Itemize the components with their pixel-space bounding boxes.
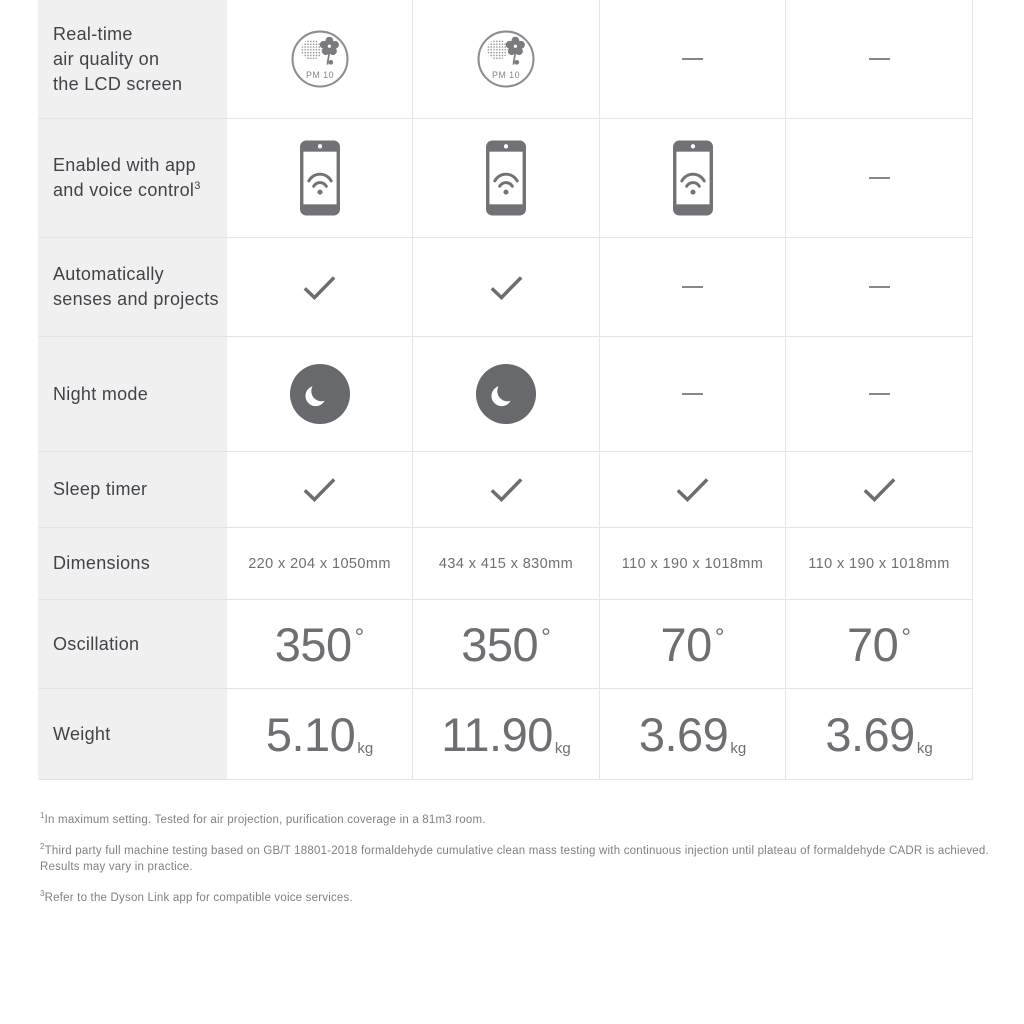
sleep-timer-product-2 — [413, 452, 600, 528]
weight-number: 3.69 — [638, 707, 729, 761]
oscillation-number: 350 — [461, 617, 539, 671]
real-time-air-quality-product-3 — [600, 0, 786, 119]
footnote-1 — [40, 810, 990, 829]
night-mode-product-2 — [413, 337, 600, 452]
dimensions-value: 434 x 415 x 830mm — [438, 555, 574, 572]
oscillation-product-1 — [227, 600, 413, 689]
real-time-air-quality-product-4 — [786, 0, 973, 119]
oscillation-value — [275, 617, 365, 672]
weight-value — [825, 707, 932, 762]
night-mode-product-4 — [786, 337, 973, 452]
app-voice-control-product-3 — [600, 119, 786, 238]
oscillation-unit: ° — [354, 623, 365, 651]
not-available-dash-icon — [869, 393, 890, 395]
not-available-dash-icon — [869, 58, 890, 60]
night-mode-product-3 — [600, 337, 786, 452]
app-voice-control-product-4 — [786, 119, 973, 238]
oscillation-product-2 — [413, 600, 600, 689]
smartphone-wifi-app-icon — [484, 139, 528, 217]
footnote-1-text: In maximum setting. Tested for air projection, purification coverage in a 81m3 room. — [44, 813, 486, 826]
checkmark-icon — [863, 477, 896, 502]
comparison-table — [38, 0, 973, 780]
weight-value — [639, 707, 746, 762]
dimensions-product-3 — [600, 528, 786, 600]
oscillation-product-4 — [786, 600, 973, 689]
oscillation-value — [661, 617, 725, 672]
real-time-air-quality-product-2 — [413, 0, 600, 119]
footnote-3-marker: 3 — [40, 888, 45, 898]
row-label-line: Night mode — [53, 383, 149, 404]
row-label-line: Weight — [53, 723, 111, 744]
sleep-timer-product-1 — [227, 452, 413, 528]
row-label-line: senses and projects — [53, 289, 219, 309]
footnote-2 — [40, 841, 990, 876]
not-available-dash-icon — [869, 286, 890, 288]
not-available-dash-icon — [682, 393, 703, 395]
weight-product-2 — [413, 689, 600, 780]
weight-unit: kg — [357, 739, 374, 757]
weight-unit: kg — [554, 739, 571, 757]
dimensions-product-4 — [786, 528, 973, 600]
checkmark-icon — [490, 477, 523, 502]
weight-number: 3.69 — [825, 707, 915, 761]
smartphone-wifi-app-icon — [298, 139, 342, 217]
row-label-line: the LCD screen — [53, 73, 183, 94]
row-label-line: Automatically — [53, 264, 164, 284]
auto-senses-projects-product-2 — [413, 238, 600, 337]
row-label-line: Enabled with app — [53, 155, 196, 175]
checkmark-icon — [676, 477, 709, 502]
pm10-air-quality-icon — [290, 29, 350, 89]
footnote-3 — [40, 888, 990, 907]
oscillation-unit: ° — [541, 623, 551, 651]
weight-value — [441, 707, 570, 762]
dimensions-value: 220 x 204 x 1050mm — [248, 555, 391, 572]
app-voice-control-product-1 — [227, 119, 413, 238]
real-time-air-quality-product-1 — [227, 0, 413, 119]
row-label-weight — [38, 689, 227, 780]
oscillation-number: 350 — [274, 617, 352, 671]
row-label-line: Real-time — [53, 23, 133, 44]
row-label-app-voice-control — [38, 119, 227, 238]
not-available-dash-icon — [869, 177, 890, 179]
row-label-oscillation — [38, 600, 227, 689]
oscillation-unit: ° — [714, 623, 725, 651]
oscillation-number: 70 — [660, 617, 712, 671]
row-label-dimensions — [38, 528, 227, 600]
auto-senses-projects-product-3 — [600, 238, 786, 337]
oscillation-unit: ° — [901, 623, 911, 651]
row-label-night-mode — [38, 337, 227, 452]
sleep-timer-product-3 — [600, 452, 786, 528]
oscillation-number: 70 — [847, 617, 899, 671]
night-mode-product-1 — [227, 337, 413, 452]
not-available-dash-icon — [682, 58, 703, 60]
footnote-2-text: Third party full machine testing based on GB/T 18801-2018 formaldehyde cumulative clean mass testing with continuous injection until plateau of formaldehyde CADR is achieved. — [44, 844, 989, 857]
footnote-3-text: Refer to the Dyson Link app for compatible voice services. — [44, 891, 353, 904]
night-mode-moon-icon — [475, 363, 537, 425]
footnote-2-marker: 2 — [40, 841, 45, 851]
weight-product-4 — [786, 689, 973, 780]
footnotes-section — [40, 810, 990, 918]
auto-senses-projects-product-1 — [227, 238, 413, 337]
weight-unit: kg — [730, 739, 747, 757]
row-label-line: Oscillation — [53, 633, 140, 654]
row-label-auto-senses-projects — [38, 238, 227, 337]
row-label-sleep-timer — [38, 452, 227, 528]
app-voice-control-product-2 — [413, 119, 600, 238]
dimensions-value: 110 x 190 x 1018mm — [808, 555, 950, 572]
weight-unit: kg — [916, 739, 933, 757]
oscillation-product-3 — [600, 600, 786, 689]
weight-product-1 — [227, 689, 413, 780]
pm10-air-quality-icon — [476, 29, 536, 89]
sleep-timer-product-4 — [786, 452, 973, 528]
weight-value — [266, 707, 373, 762]
oscillation-value — [461, 617, 551, 672]
row-label-line: and voice control$^3$ — [53, 180, 201, 200]
checkmark-icon — [490, 275, 523, 300]
checkmark-icon — [303, 275, 336, 300]
row-label-line: air quality on — [53, 48, 160, 69]
dimensions-value: 110 x 190 x 1018mm — [621, 555, 764, 572]
auto-senses-projects-product-4 — [786, 238, 973, 337]
oscillation-value — [847, 617, 911, 672]
row-label-real-time-air-quality — [38, 0, 227, 119]
checkmark-icon — [303, 477, 336, 502]
dimensions-product-1 — [227, 528, 413, 600]
weight-number: 11.90 — [441, 707, 553, 761]
dimensions-product-2 — [413, 528, 600, 600]
smartphone-wifi-app-icon — [671, 139, 715, 217]
footnote-reference: 3 — [194, 180, 201, 192]
footnote-2-text-line2: Results may vary in practice. — [40, 861, 193, 873]
weight-number: 5.10 — [265, 707, 356, 761]
weight-product-3 — [600, 689, 786, 780]
footnote-1-marker: 1 — [40, 811, 45, 820]
row-label-line: Sleep timer — [53, 479, 148, 499]
not-available-dash-icon — [682, 286, 703, 288]
night-mode-moon-icon — [289, 363, 351, 425]
row-label-line: Dimensions — [53, 553, 151, 573]
